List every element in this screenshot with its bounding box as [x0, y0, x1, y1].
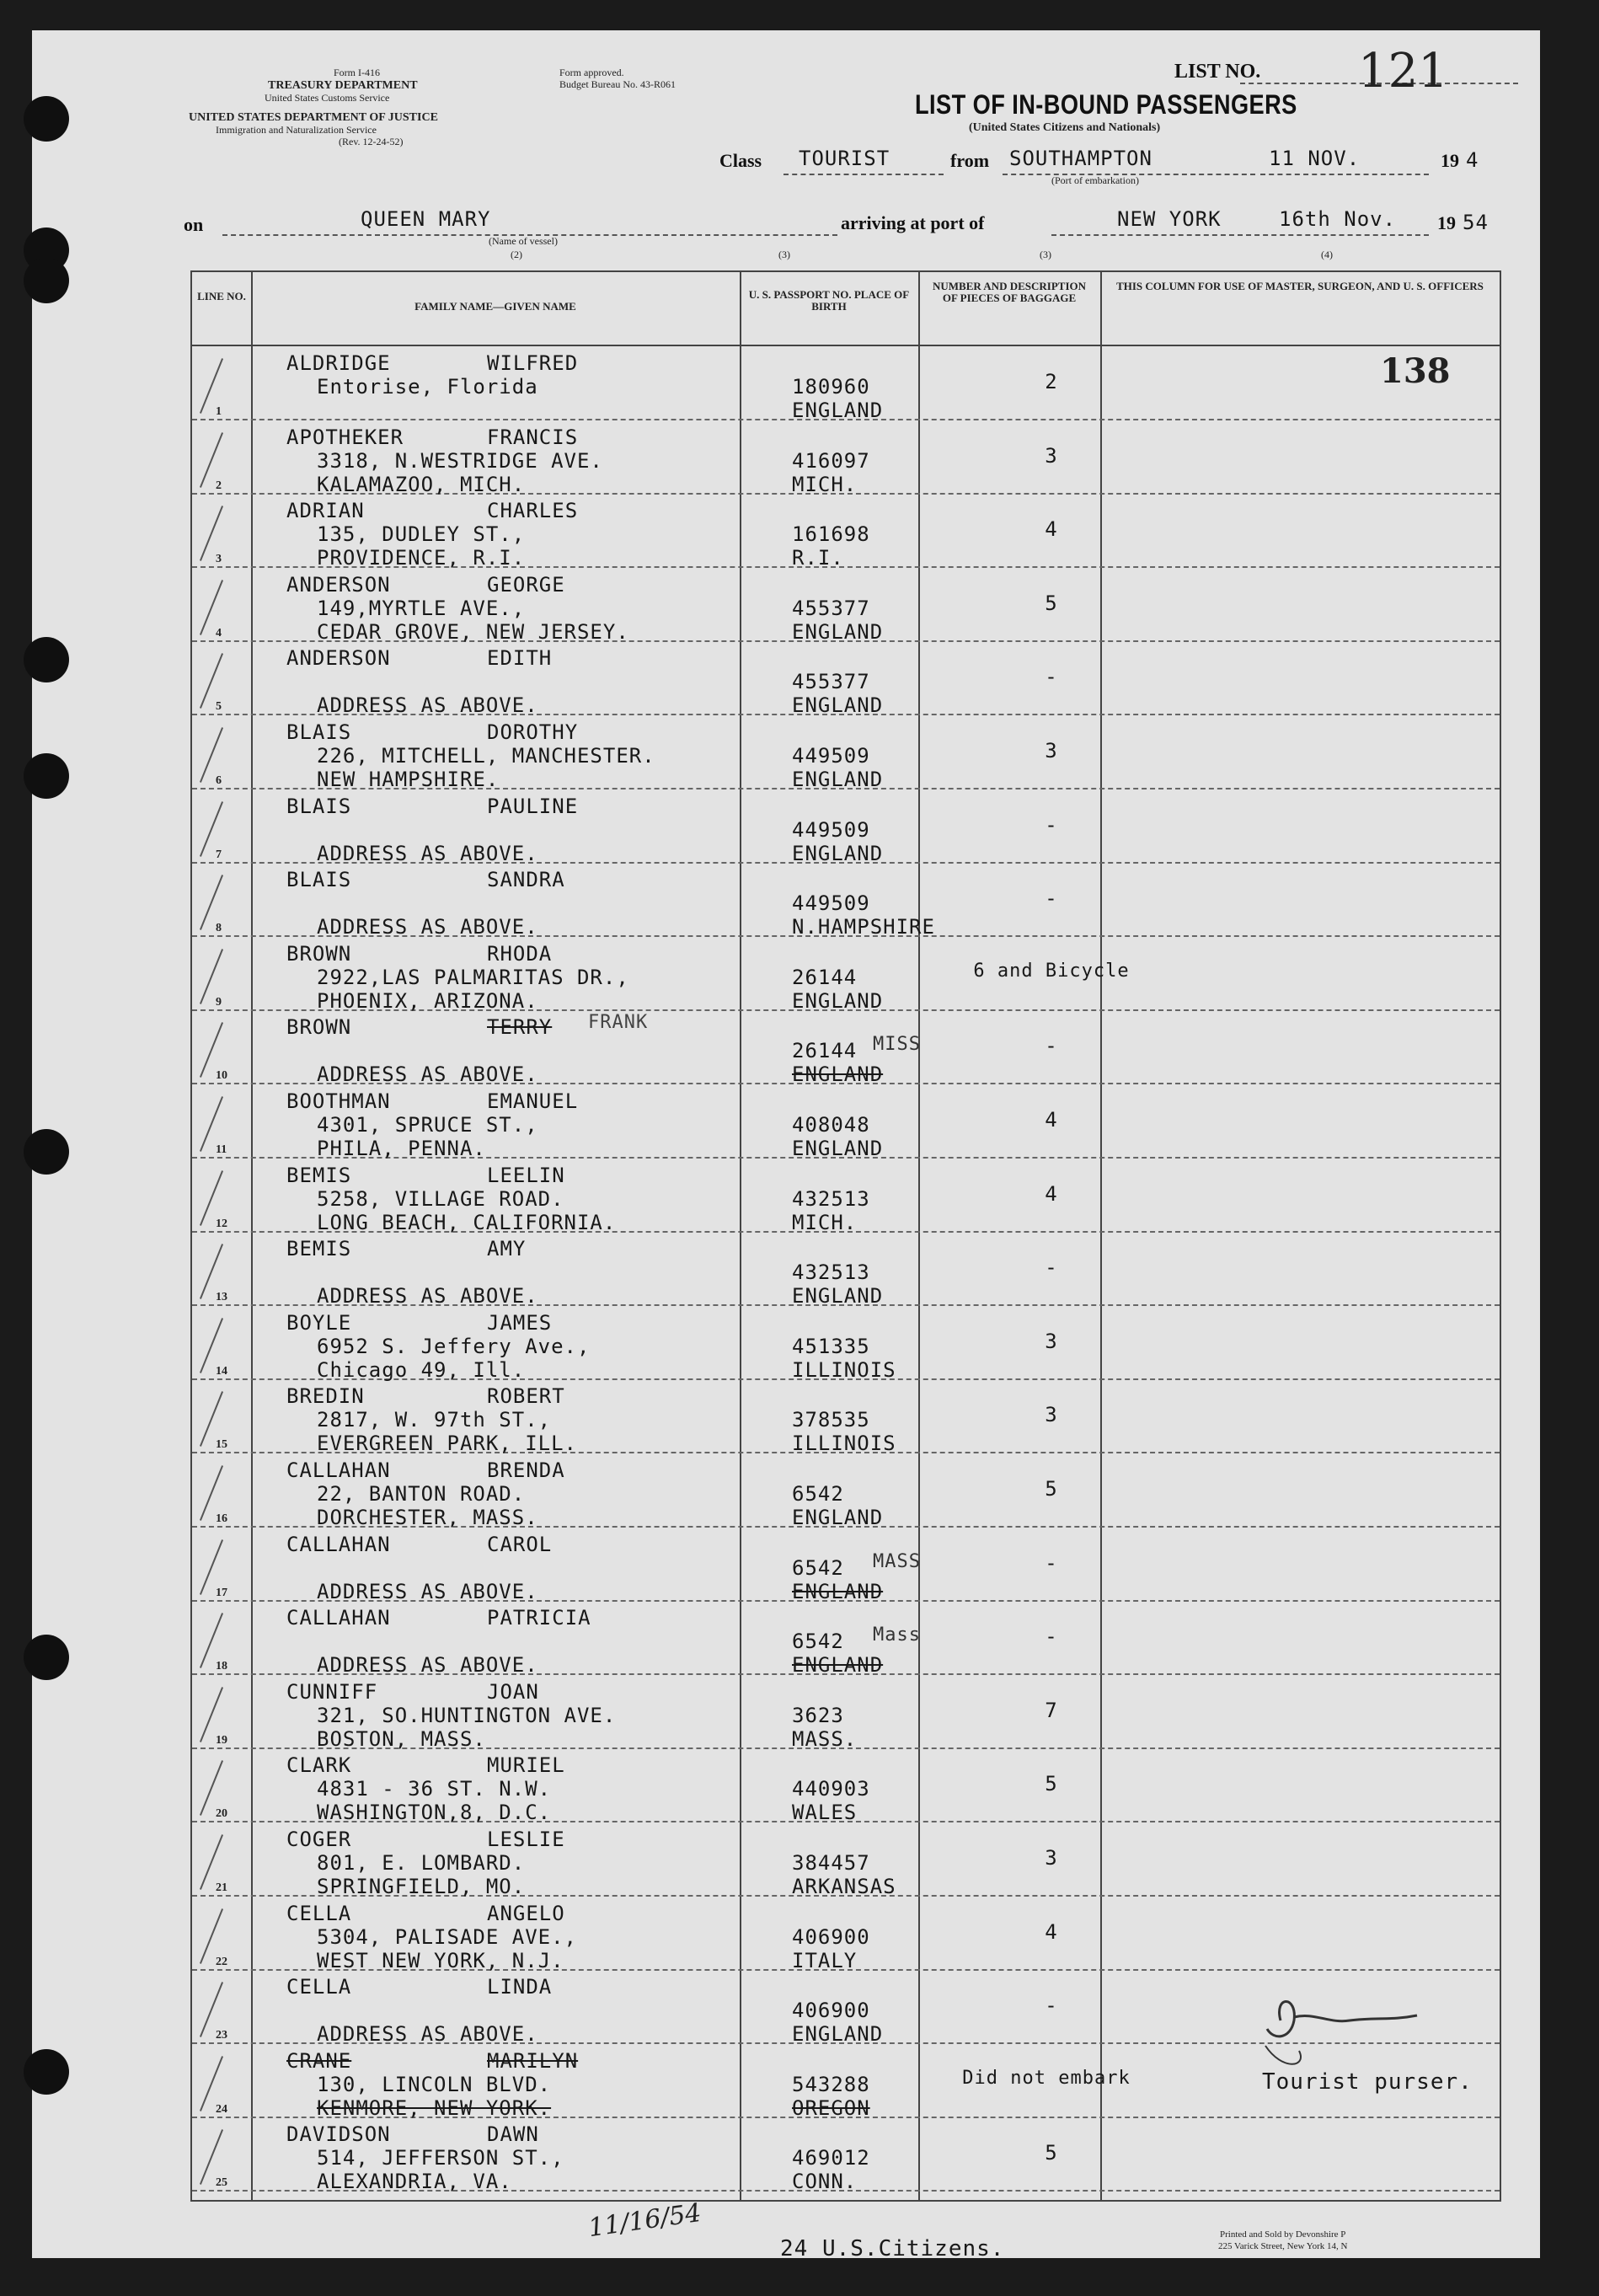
place-of-birth: MICH.	[792, 472, 858, 496]
address-line-1: 514, JEFFERSON ST.,	[317, 2146, 564, 2170]
given-name: BRENDA	[487, 1458, 565, 1482]
line-number: 4	[216, 626, 222, 640]
baggage-count: -	[1045, 1624, 1058, 1649]
address-line-2: KENMORE, NEW YORK.	[317, 2095, 552, 2120]
family-name: ANDERSON	[286, 646, 391, 671]
passenger-row	[192, 937, 1500, 1011]
family-name: APOTHEKER	[286, 425, 404, 449]
address-line-2: CEDAR GROVE, NEW JERSEY.	[317, 619, 629, 644]
baggage-count: 7	[1045, 1698, 1058, 1722]
address-line-2: Chicago 49, Ill.	[317, 1357, 526, 1382]
given-name: RHODA	[487, 941, 553, 966]
place-of-birth: R.I.	[792, 546, 844, 570]
on-label: on	[184, 214, 204, 235]
col-3-caption: (3)	[778, 249, 790, 260]
baggage-count: -	[1045, 886, 1058, 911]
line-number: 7	[216, 848, 222, 861]
passport-note: Mass	[873, 1624, 921, 1646]
line-number: 6	[216, 774, 222, 787]
place-of-birth: ENGLAND	[792, 1506, 884, 1529]
passport-number: 543288	[792, 2072, 870, 2096]
year-suffix: 4	[1466, 148, 1479, 172]
line-number: 11	[216, 1143, 227, 1156]
family-name: BLAIS	[286, 868, 352, 892]
arrival-port: NEW YORK	[1117, 207, 1222, 231]
address-line-2: WEST NEW YORK, N.J.	[317, 1948, 564, 1972]
place-of-birth: ITALY	[792, 1948, 858, 1972]
line-number: 12	[216, 1217, 227, 1230]
baggage-count: 3	[1045, 1846, 1058, 1870]
place-of-birth: ENGLAND	[792, 2022, 884, 2047]
passport-number: 416097	[792, 448, 870, 473]
line-number: 19	[216, 1733, 227, 1747]
address-line-1: Entorise, Florida	[317, 375, 538, 399]
baggage-count: 3	[1045, 443, 1058, 468]
year-prefix: 19	[1441, 150, 1459, 171]
address-line-1: 321, SO.HUNTINGTON AVE.	[317, 1703, 617, 1727]
address-line-1: 149,MYRTLE AVE.,	[317, 596, 526, 620]
baggage-count: -	[1045, 1255, 1058, 1280]
address-line-1: 130, LINCOLN BLVD.	[317, 2072, 552, 2096]
given-name: MURIEL	[487, 1753, 565, 1778]
address-line-1: 3318, N.WESTRIDGE AVE.	[317, 448, 603, 473]
passport-number: 449509	[792, 817, 870, 842]
place-of-birth: MASS.	[792, 1726, 858, 1751]
header-baggage: NUMBER AND DESCRIPTION OF PIECES OF BAGGAGE	[932, 280, 1087, 304]
passport-number: 451335	[792, 1334, 870, 1358]
passenger-row	[192, 1453, 1500, 1528]
given-name: EDITH	[487, 646, 553, 671]
given-name: CHARLES	[487, 499, 579, 523]
address-line-2: KALAMAZOO, MICH.	[317, 472, 526, 496]
treasury-label: TREASURY DEPARTMENT	[268, 79, 418, 92]
departure-date: 11 NOV.	[1269, 147, 1361, 170]
passenger-row	[192, 715, 1500, 789]
passenger-row	[192, 1897, 1500, 1971]
arrival-year-prefix: 19	[1437, 212, 1456, 233]
address-line-2: WASHINGTON,8, D.C.	[317, 1801, 552, 1825]
place-of-birth: ENGLAND	[792, 988, 884, 1013]
punch-hole	[24, 2049, 69, 2095]
passport-number: 6542	[792, 1482, 844, 1506]
place-of-birth: ENGLAND	[792, 1137, 884, 1160]
place-of-birth: ENGLAND	[792, 1062, 884, 1087]
passenger-row	[192, 1675, 1500, 1749]
place-of-birth: CONN.	[792, 2170, 858, 2194]
line-number: 20	[216, 1807, 227, 1821]
passenger-row	[192, 568, 1500, 642]
address-line-2: PROVIDENCE, R.I.	[317, 546, 526, 570]
place-of-birth: ILLINOIS	[792, 1432, 896, 1456]
address-line-2: EVERGREEN PARK, ILL.	[317, 1432, 577, 1456]
baggage-count: 3	[1045, 1403, 1058, 1427]
given-name: JAMES	[487, 1310, 553, 1335]
given-name: LEELIN	[487, 1163, 565, 1187]
line-number: 18	[216, 1660, 227, 1673]
given-name: LINDA	[487, 1975, 553, 1999]
class-value: TOURIST	[799, 147, 890, 170]
line-number: 17	[216, 1586, 227, 1599]
address-line-2: ADDRESS AS ABOVE.	[317, 1062, 538, 1087]
line-number: 2	[216, 479, 222, 492]
passport-number: 6542	[792, 1555, 844, 1580]
doj-label: UNITED STATES DEPARTMENT OF JUSTICE	[189, 111, 438, 124]
purser-signature	[1249, 1987, 1434, 2079]
header-name: FAMILY NAME—GIVEN NAME	[414, 300, 576, 313]
initials: 11/16/54	[586, 2197, 703, 2244]
passport-number: 406900	[792, 1924, 870, 1949]
address-line-1: 226, MITCHELL, MANCHESTER.	[317, 744, 655, 768]
citizen-count: 24 U.S.Citizens.	[780, 2236, 1005, 2261]
passport-number: 180960	[792, 375, 870, 399]
list-number: 121	[1358, 44, 1448, 99]
punch-hole	[24, 96, 69, 142]
header-line-no: LINE NO.	[197, 290, 246, 302]
family-name: BEMIS	[286, 1237, 352, 1261]
family-name: BLAIS	[286, 794, 352, 818]
given-name: GEORGE	[487, 572, 565, 597]
printer-line-2: 225 Varick Street, New York 14, N	[1218, 2241, 1348, 2251]
passenger-row	[192, 1010, 1500, 1087]
given-name: DAWN	[487, 2122, 539, 2147]
address-line-2: PHILA, PENNA.	[317, 1137, 486, 1160]
place-of-birth: N.HAMPSHIRE	[792, 915, 935, 939]
port-caption: (Port of embarkation)	[1051, 174, 1139, 186]
header-passport: U. S. PASSPORT NO. PLACE OF BIRTH	[748, 288, 910, 313]
given-name: TERRY	[487, 1015, 553, 1040]
passport-number: 432513	[792, 1260, 870, 1285]
place-of-birth: MICH.	[792, 1210, 858, 1234]
punch-hole	[24, 637, 69, 682]
baggage-count: -	[1045, 1994, 1058, 2018]
given-name: LESLIE	[487, 1828, 565, 1851]
passport-number: 455377	[792, 670, 870, 694]
passport-number: 384457	[792, 1851, 870, 1875]
passport-number: 455377	[792, 596, 870, 620]
place-of-birth: ENGLAND	[792, 1579, 884, 1603]
family-name: BLAIS	[286, 720, 352, 744]
baggage-count: 5	[1045, 591, 1058, 615]
address-line-2: LONG BEACH, CALIFORNIA.	[317, 1210, 617, 1234]
place-of-birth: ENGLAND	[792, 841, 884, 865]
passport-number: 408048	[792, 1113, 870, 1137]
family-name: ALDRIDGE	[286, 351, 391, 375]
given-name: JOAN	[487, 1679, 539, 1704]
list-no-label: LIST NO.	[1174, 61, 1261, 83]
address-line-2: BOSTON, MASS.	[317, 1726, 486, 1751]
line-number: 15	[216, 1438, 227, 1452]
family-name: CELLA	[286, 1975, 352, 1999]
passenger-row	[192, 1822, 1500, 1897]
passport-note: MISS	[873, 1034, 921, 1056]
line-number: 9	[216, 995, 222, 1009]
vessel-caption: (Name of vessel)	[489, 235, 558, 247]
family-name: ADRIAN	[286, 499, 365, 523]
given-name: EMANUEL	[487, 1089, 579, 1113]
address-line-2: ADDRESS AS ABOVE.	[317, 1284, 538, 1309]
line-number: 25	[216, 2176, 227, 2190]
family-name: DAVIDSON	[286, 2122, 391, 2147]
approved-label: Form approved.	[559, 67, 624, 78]
passenger-row	[192, 346, 1500, 420]
passenger-table	[190, 270, 1501, 2202]
passport-note: MASS	[873, 1550, 921, 1572]
family-name: BOYLE	[286, 1310, 352, 1335]
address-line-1: 801, E. LOMBARD.	[317, 1851, 526, 1875]
passport-number: 26144	[792, 965, 858, 989]
family-name: CRANE	[286, 2048, 352, 2073]
line-number: 5	[216, 700, 222, 714]
line-number: 16	[216, 1512, 227, 1525]
address-line-1: 2922,LAS PALMARITAS DR.,	[317, 965, 629, 989]
baggage-count: -	[1045, 1550, 1058, 1575]
address-line-1: 2817, W. 97th ST.,	[317, 1408, 552, 1432]
address-line-1: 4301, SPRUCE ST.,	[317, 1113, 538, 1137]
passenger-row	[192, 1601, 1500, 1678]
baggage-count: 2	[1045, 370, 1058, 393]
given-name: CAROL	[487, 1532, 553, 1556]
budget-label: Budget Bureau No. 43-R061	[559, 78, 676, 90]
passport-number: 161698	[792, 522, 870, 547]
arrival-date: 16th Nov.	[1279, 207, 1397, 231]
baggage-count: -	[1045, 1034, 1058, 1058]
vessel-name: QUEEN MARY	[361, 207, 491, 231]
col-2-caption: (2)	[511, 249, 522, 260]
port-of-embarkation: SOUTHAMPTON	[1009, 147, 1152, 170]
baggage-count: 6 and Bicycle	[973, 960, 1130, 982]
baggage-count: 5	[1045, 1772, 1058, 1796]
family-name: ANDERSON	[286, 572, 391, 597]
line-number: 3	[216, 553, 222, 566]
line-number: 8	[216, 922, 222, 935]
passenger-row	[192, 1748, 1500, 1825]
place-of-birth: ARKANSAS	[792, 1875, 896, 1898]
header-officers: THIS COLUMN FOR USE OF MASTER, SURGEON, AND U. S. OFFICERS	[1116, 280, 1484, 292]
baggage-count: -	[1045, 812, 1058, 837]
address-line-2: ADDRESS AS ABOVE.	[317, 1579, 538, 1603]
address-line-2: ADDRESS AS ABOVE.	[317, 1653, 538, 1678]
given-name: PAULINE	[487, 794, 579, 818]
line-number: 21	[216, 1881, 227, 1894]
given-name: ROBERT	[487, 1384, 565, 1409]
passenger-row	[192, 1084, 1500, 1159]
place-of-birth: ILLINOIS	[792, 1357, 896, 1382]
from-label: from	[950, 150, 990, 171]
printer-line-1: Printed and Sold by Devonshire P	[1220, 2229, 1346, 2240]
passport-number: 449509	[792, 891, 870, 916]
family-name: CLARK	[286, 1753, 352, 1778]
given-name-correction: FRANK	[588, 1012, 649, 1034]
address-line-1: 4831 - 36 ST. N.W.	[317, 1777, 552, 1801]
given-name: PATRICIA	[487, 1606, 591, 1630]
passenger-row	[192, 1379, 1500, 1456]
line-number: 24	[216, 2102, 227, 2116]
place-of-birth: ENGLAND	[792, 1284, 884, 1309]
place-of-birth: ENGLAND	[792, 768, 884, 791]
signature-title: Tourist purser.	[1262, 2069, 1473, 2095]
line-number: 10	[216, 1069, 227, 1083]
manifest-page	[32, 30, 1540, 2261]
given-name: ANGELO	[487, 1901, 565, 1925]
punch-hole	[24, 1635, 69, 1680]
given-name: AMY	[487, 1237, 527, 1261]
punch-hole	[24, 258, 69, 303]
baggage-count: 4	[1045, 1919, 1058, 1944]
address-line-2: SPRINGFIELD, MO.	[317, 1875, 526, 1898]
family-name: BROWN	[286, 941, 352, 966]
form-number: Form I-416	[334, 67, 380, 78]
family-name: CELLA	[286, 1901, 352, 1925]
passenger-row	[192, 1159, 1500, 1233]
passport-number: 449509	[792, 744, 870, 768]
place-of-birth: OREGON	[792, 2095, 870, 2120]
address-line-2: ADDRESS AS ABOVE.	[317, 841, 538, 865]
passenger-row	[192, 1232, 1500, 1309]
family-name: CALLAHAN	[286, 1606, 391, 1630]
passenger-row	[192, 863, 1500, 937]
family-name: CALLAHAN	[286, 1532, 391, 1556]
passport-number: 469012	[792, 2146, 870, 2170]
passport-number: 6542	[792, 1630, 844, 1654]
family-name: CALLAHAN	[286, 1458, 391, 1482]
baggage-count: -	[1045, 665, 1058, 689]
place-of-birth: ENGLAND	[792, 1653, 884, 1678]
line-number: 23	[216, 2029, 227, 2042]
passenger-row	[192, 789, 1500, 864]
baggage-count: 4	[1045, 1181, 1058, 1206]
address-line-2: PHOENIX, ARIZONA.	[317, 988, 538, 1013]
given-name: FRANCIS	[487, 425, 579, 449]
given-name: WILFRED	[487, 351, 579, 375]
given-name: DOROTHY	[487, 720, 579, 744]
arrival-year-suffix: 54	[1463, 211, 1489, 234]
passenger-row	[192, 420, 1500, 495]
family-name: BOOTHMAN	[286, 1089, 391, 1113]
customs-label: United States Customs Service	[265, 92, 390, 104]
family-name: BEMIS	[286, 1163, 352, 1187]
passport-number: 432513	[792, 1186, 870, 1211]
form-title: LIST OF IN-BOUND PASSENGERS	[915, 89, 1297, 120]
line-number: 1	[216, 405, 222, 418]
ins-label: Immigration and Naturalization Service	[216, 124, 377, 136]
line-number: 13	[216, 1291, 227, 1304]
passenger-row	[192, 1528, 1500, 1602]
address-line-2: DORCHESTER, MASS.	[317, 1506, 538, 1529]
baggage-count: Did not embark	[962, 2067, 1131, 2089]
arriving-label: arriving at port of	[841, 212, 985, 233]
baggage-count: 3	[1045, 1329, 1058, 1353]
address-line-2: ADDRESS AS ABOVE.	[317, 915, 538, 939]
address-line-1: 6952 S. Jeffery Ave.,	[317, 1334, 591, 1358]
class-label: Class	[719, 150, 762, 171]
place-of-birth: WALES	[792, 1801, 858, 1825]
place-of-birth: ENGLAND	[792, 399, 884, 422]
baggage-count: 3	[1045, 739, 1058, 763]
baggage-count: 5	[1045, 2141, 1058, 2165]
punch-hole	[24, 1129, 69, 1175]
baggage-count: 4	[1045, 1108, 1058, 1132]
address-line-2: ADDRESS AS ABOVE.	[317, 693, 538, 718]
passport-number: 378535	[792, 1408, 870, 1432]
address-line-1: 135, DUDLEY ST.,	[317, 522, 526, 547]
col-4-caption: (4)	[1321, 249, 1333, 260]
address-line-1: 5258, VILLAGE ROAD.	[317, 1186, 564, 1211]
passport-number: 3623	[792, 1703, 844, 1727]
passenger-row	[192, 641, 1500, 718]
address-line-2: ADDRESS AS ABOVE.	[317, 2022, 538, 2047]
address-line-1: 22, BANTON ROAD.	[317, 1482, 526, 1506]
passport-number: 440903	[792, 1777, 870, 1801]
punch-hole	[24, 753, 69, 799]
revision-label: (Rev. 12-24-52)	[339, 136, 404, 147]
baggage-count: 4	[1045, 517, 1058, 542]
family-name: BREDIN	[286, 1384, 365, 1409]
family-name: BROWN	[286, 1015, 352, 1040]
place-of-birth: ENGLAND	[792, 693, 884, 718]
given-name: MARILYN	[487, 2048, 579, 2073]
address-line-2: NEW HAMPSHIRE.	[317, 768, 500, 791]
officer-note: 138	[1380, 351, 1451, 391]
passenger-row	[192, 1306, 1500, 1380]
line-number: 14	[216, 1364, 227, 1378]
line-number: 22	[216, 1955, 227, 1968]
passport-number: 26144	[792, 1039, 858, 1063]
passport-number: 406900	[792, 1999, 870, 2023]
given-name: SANDRA	[487, 868, 565, 892]
family-name: COGER	[286, 1828, 352, 1851]
passenger-row	[192, 2117, 1500, 2192]
passenger-row	[192, 494, 1500, 568]
form-subtitle: (United States Citizens and Nationals)	[969, 121, 1161, 134]
col-3b-caption: (3)	[1040, 249, 1051, 260]
address-line-1: 5304, PALISADE AVE.,	[317, 1924, 577, 1949]
place-of-birth: ENGLAND	[792, 619, 884, 644]
baggage-count: 5	[1045, 1477, 1058, 1501]
address-line-2: ALEXANDRIA, VA.	[317, 2170, 512, 2194]
family-name: CUNNIFF	[286, 1679, 378, 1704]
